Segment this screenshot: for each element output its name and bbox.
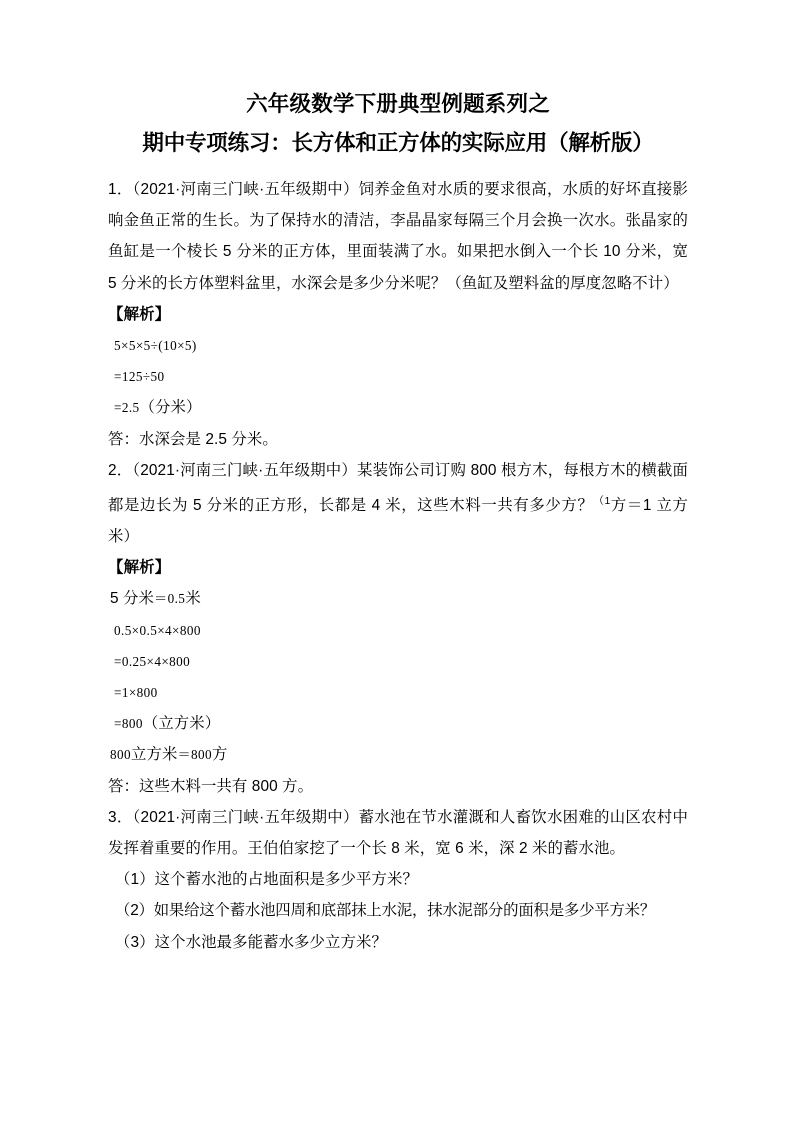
problem-2-question-text: 2．（2021·河南三门峡·五年级期中）某装饰公司订购 800 根方木，每根方木的横截面都是边长为 5 分米的正方形，长都是 4 米，这些木料一共有多少方？ (108, 461, 688, 514)
problem-2-unit-conversion-value: ＝0.5 (154, 591, 186, 607)
document-content-column (108, 0, 688, 958)
problem-1-analysis-label: 【解析】 (108, 305, 171, 323)
problem-2-unit-conversion-right: 米 (185, 590, 201, 608)
document-title-line-2: 期中专项练习：长方体和正方体的实际应用（解析版） (142, 130, 654, 155)
problem-1-step-1: 5×5×5÷(10×5) (114, 338, 197, 354)
problem-2-step-4-value: =800 (114, 716, 143, 732)
problem-2-unit-conversion-left: 5 分米 (110, 590, 155, 608)
problem-2-step-3: =1×800 (114, 685, 158, 701)
problem-1-step-3 (108, 392, 688, 423)
problem-1-step-3-value: =2.5 (114, 400, 140, 416)
problem-2-step-4 (108, 708, 688, 739)
problem-1-answer: 答：水深会是 2.5 分米。 (108, 430, 278, 448)
problem-2-answer: 答：这些木料一共有 800 方。 (108, 777, 314, 795)
problem-1-question: 1．（2021·河南三门峡·五年级期中）饲养金鱼对水质的要求很高，水质的好坏直接影响金鱼正常的生长。为了保持水的清洁，李晶晶家每隔三个月会换一次水。张晶家的鱼缸是一个棱长 5 分米的正方体，里面装满了水。如果把水倒入一个长 10 分米，宽 5 分米的长方体塑料盆里，水深会是多少分米呢？（鱼缸及塑料盆的厚度忽略不计） (108, 181, 688, 292)
problem-2-final-conversion-unit-1: 立方米 (130, 746, 178, 764)
problem-3-sub-question-2: （2）如果给这个蓄水池四周和底部抹上水泥，抹水泥部分的面积是多少平方米？ (115, 902, 656, 920)
problem-2-question-superscript: （1 (593, 495, 611, 508)
problem-2-final-conversion-unit-2: 方 (212, 746, 228, 764)
problem-2-step-2: =0.25×4×800 (114, 653, 191, 669)
document-title-line-1: 六年级数学下册典型例题系列之 (246, 92, 550, 116)
problem-2-question (108, 455, 688, 552)
problem-2-final-conversion-value-1: 800 (110, 747, 131, 763)
problem-2-step-4-unit: （立方米） (142, 715, 221, 733)
problem-3-sub-question-3: （3）这个水池最多能蓄水多少立方米？ (115, 933, 388, 951)
problem-2-final-conversion (108, 739, 688, 770)
problem-3-sub-question-1: （1）这个蓄水池的占地面积是多少平方米？ (115, 871, 418, 889)
problem-1-step-3-unit: （分米） (139, 399, 202, 417)
problem-2-unit-conversion (108, 583, 688, 614)
problem-1-step-2: =125÷50 (114, 369, 165, 385)
problem-3-question: 3．（2021·河南三门峡·五年级期中）蓄水池在节水灌溉和人畜饮水困难的山区农村中发挥着重要的作用。王伯伯家挖了一个长 8 米，宽 6 米，深 2 米的蓄水池。 (108, 808, 688, 858)
problem-2-final-conversion-value-2: ＝800 (177, 747, 213, 763)
problem-2-analysis-label: 【解析】 (108, 559, 171, 577)
problem-2-question-tail: 方＝1 立方米） (108, 496, 689, 545)
problem-2-step-1: 0.5×0.5×4×800 (114, 622, 201, 638)
